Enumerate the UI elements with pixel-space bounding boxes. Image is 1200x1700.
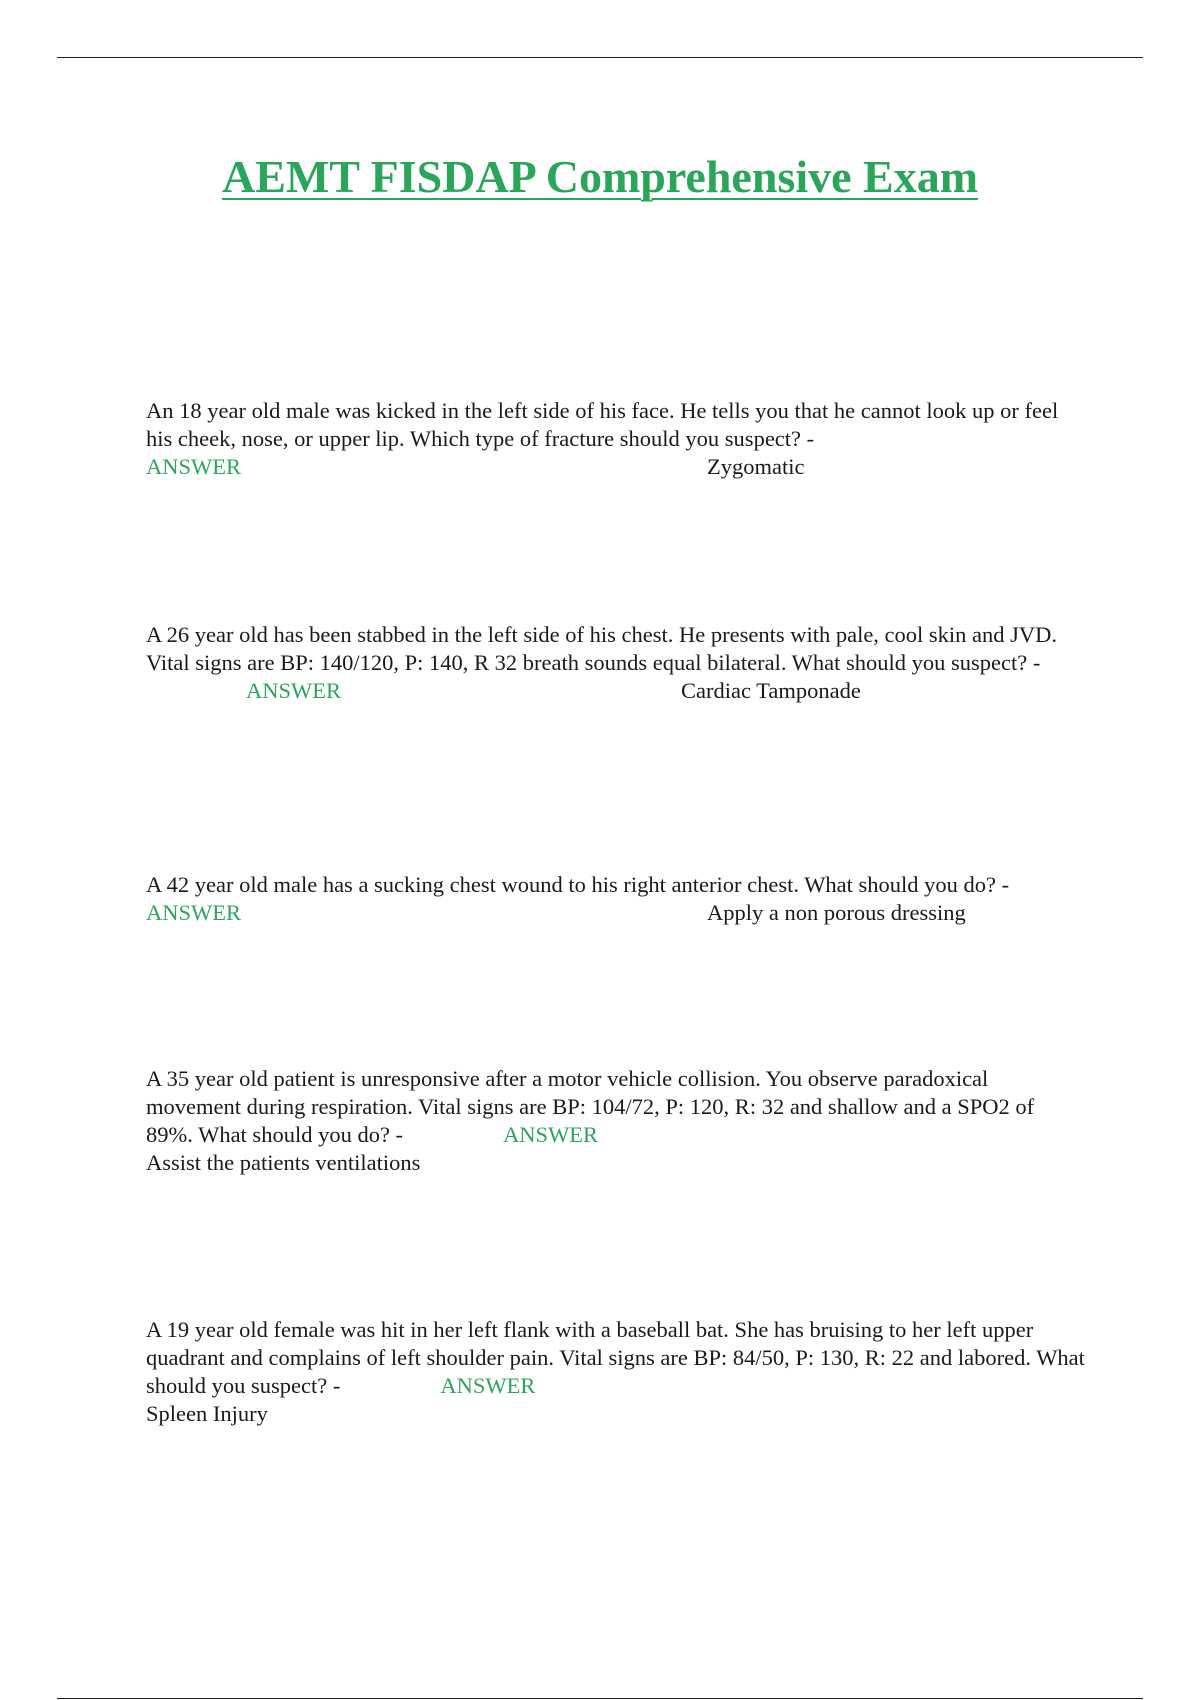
answer-label: ANSWER	[146, 900, 241, 925]
bottom-rule	[57, 1698, 1143, 1699]
answer-text: Spleen Injury	[146, 1401, 268, 1426]
answer-text: Assist the patients ventilations	[146, 1150, 421, 1175]
qa-item-3	[146, 871, 1086, 927]
qa-item-5	[146, 1316, 1086, 1428]
question-text: A 42 year old male has a sucking chest wound to his right anterior chest. What should you do? -	[146, 872, 1010, 897]
answer-text: Zygomatic	[707, 454, 805, 479]
answer-text: Apply a non porous dressing	[707, 900, 966, 925]
answer-label: ANSWER	[503, 1122, 599, 1147]
question-text: A 19 year old female was hit in her left flank with a baseball bat. She has bruising to her left upper quadrant and complains of left shoulder pain. Vital signs are BP: 84/50, P: 130, R: 22 and labored. What should you suspect? -	[146, 1317, 1085, 1398]
qa-item-2	[146, 621, 1086, 705]
question-text: A 26 year old has been stabbed in the left side of his chest. He presents with pale, cool skin and JVD. Vital signs are BP: 140/120, P: 140, R 32 breath sounds equal bilateral. What should you suspect? -	[146, 622, 1058, 675]
question-text: A 35 year old patient is unresponsive after a motor vehicle collision. You observe paradoxical movement during respiration. Vital signs are BP: 104/72, P: 120, R: 32 and shallow and a SPO2 of 89%. What should you do? -	[146, 1066, 1035, 1147]
answer-label: ANSWER	[246, 678, 341, 703]
qa-item-4	[146, 1065, 1086, 1177]
answer-label: ANSWER	[146, 454, 241, 479]
document-title: AEMT FISDAP Comprehensive Exam	[221, 151, 979, 202]
answer-text: Cardiac Tamponade	[681, 678, 861, 703]
answer-label: ANSWER	[440, 1373, 536, 1398]
top-rule	[57, 57, 1143, 58]
question-text: An 18 year old male was kicked in the left side of his face. He tells you that he cannot look up or feel his cheek, nose, or upper lip. Which type of fracture should you suspect? -	[146, 398, 1059, 451]
qa-item-1	[146, 397, 1086, 481]
